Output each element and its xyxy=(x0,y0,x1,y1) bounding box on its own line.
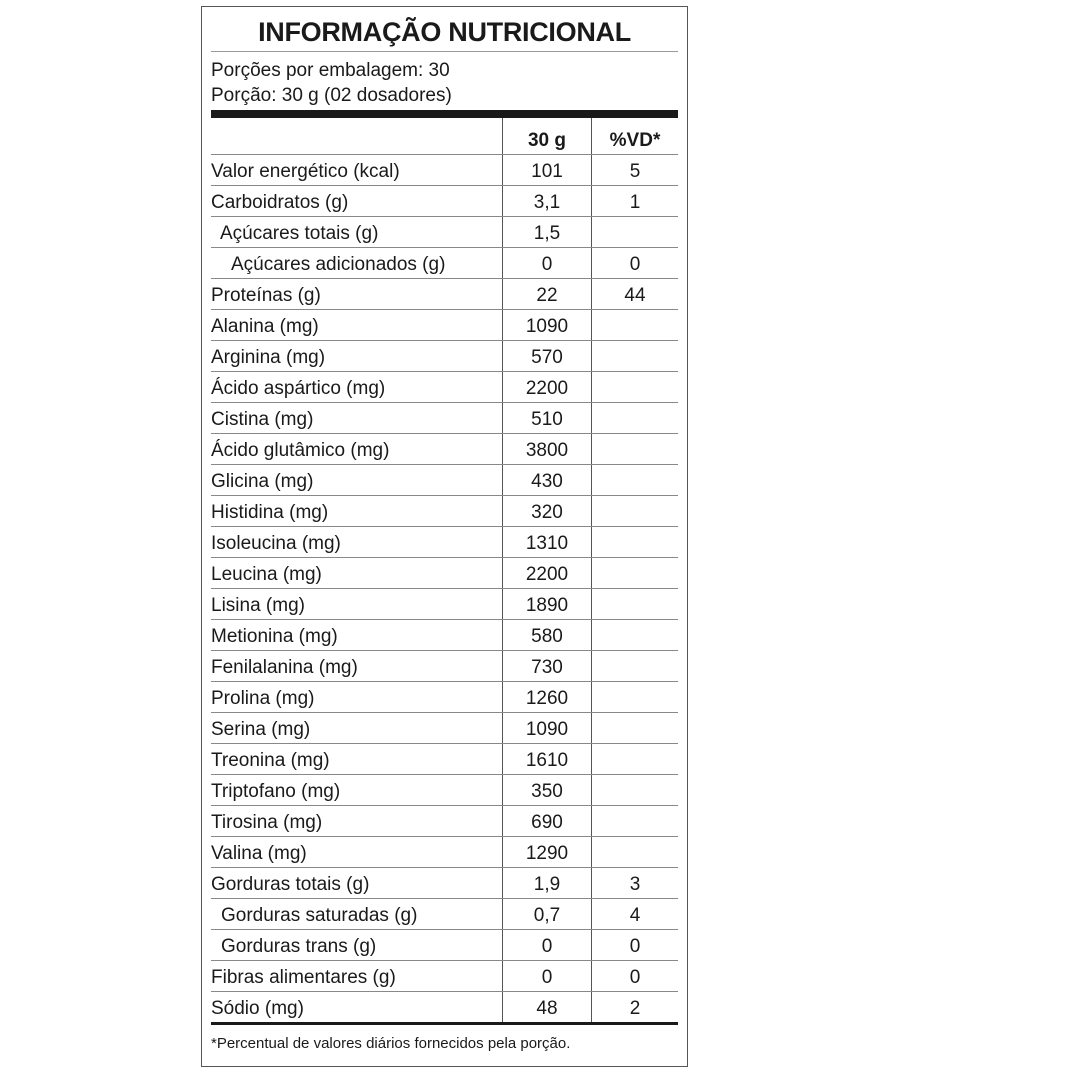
nutrient-amount: 1890 xyxy=(503,589,592,620)
nutrient-name: Lisina (mg) xyxy=(211,589,503,620)
nutrient-amount: 1090 xyxy=(503,713,592,744)
nutrient-name: Ácido glutâmico (mg) xyxy=(211,434,503,465)
nutrient-dv xyxy=(592,527,679,558)
footnote: *Percentual de valores diários fornecidos pela porção. xyxy=(211,1035,571,1052)
nutrient-amount: 2200 xyxy=(503,372,592,403)
nutrient-amount: 2200 xyxy=(503,558,592,589)
nutrient-dv xyxy=(592,403,679,434)
nutrient-amount: 48 xyxy=(503,992,592,1024)
nutrient-dv xyxy=(592,341,679,372)
table-row xyxy=(211,899,678,930)
table-row xyxy=(211,372,678,403)
nutrient-amount: 1,5 xyxy=(503,217,592,248)
table-row xyxy=(211,744,678,775)
nutrient-name: Valina (mg) xyxy=(211,837,503,868)
nutrient-dv xyxy=(592,496,679,527)
nutrient-amount: 320 xyxy=(503,496,592,527)
table-row xyxy=(211,837,678,868)
nutrient-dv xyxy=(592,620,679,651)
nutrient-name: Triptofano (mg) xyxy=(211,775,503,806)
table-row xyxy=(211,248,678,279)
serving-size: Porção: 30 g (02 dosadores) xyxy=(211,85,452,106)
nutrient-dv xyxy=(592,434,679,465)
nutrient-name: Fenilalanina (mg) xyxy=(211,651,503,682)
nutrition-table xyxy=(211,118,678,1025)
nutrient-dv: 44 xyxy=(592,279,679,310)
nutrient-name: Fibras alimentares (g) xyxy=(211,961,503,992)
label-title: INFORMAÇÃO NUTRICIONAL xyxy=(211,7,678,52)
nutrient-dv xyxy=(592,744,679,775)
nutrient-name: Gorduras totais (g) xyxy=(211,868,503,899)
nutrient-dv xyxy=(592,775,679,806)
table-row xyxy=(211,651,678,682)
table-row xyxy=(211,155,678,186)
nutrient-dv xyxy=(592,806,679,837)
table-row xyxy=(211,496,678,527)
nutrient-name: Alanina (mg) xyxy=(211,310,503,341)
table-row xyxy=(211,682,678,713)
table-row xyxy=(211,589,678,620)
nutrient-dv: 0 xyxy=(592,930,679,961)
nutrient-dv: 4 xyxy=(592,899,679,930)
nutrient-name: Valor energético (kcal) xyxy=(211,155,503,186)
table-row xyxy=(211,558,678,589)
nutrient-amount: 3800 xyxy=(503,434,592,465)
nutrient-amount: 0 xyxy=(503,961,592,992)
nutrient-amount: 730 xyxy=(503,651,592,682)
table-row xyxy=(211,310,678,341)
nutrient-amount: 690 xyxy=(503,806,592,837)
nutrient-amount: 0 xyxy=(503,248,592,279)
nutrient-dv xyxy=(592,217,679,248)
servings-per-package: Porções por embalagem: 30 xyxy=(211,60,450,81)
nutrient-dv xyxy=(592,589,679,620)
nutrient-amount: 350 xyxy=(503,775,592,806)
table-row xyxy=(211,217,678,248)
nutrient-dv xyxy=(592,558,679,589)
table-row xyxy=(211,403,678,434)
nutrient-amount: 1290 xyxy=(503,837,592,868)
nutrient-amount: 1310 xyxy=(503,527,592,558)
nutrient-dv: 2 xyxy=(592,992,679,1024)
nutrient-amount: 1610 xyxy=(503,744,592,775)
nutrient-dv: 5 xyxy=(592,155,679,186)
table-row xyxy=(211,713,678,744)
nutrient-amount: 510 xyxy=(503,403,592,434)
nutrient-dv xyxy=(592,682,679,713)
nutrition-facts-label xyxy=(201,6,688,1067)
nutrient-name: Arginina (mg) xyxy=(211,341,503,372)
nutrient-name: Cistina (mg) xyxy=(211,403,503,434)
nutrient-amount: 0,7 xyxy=(503,899,592,930)
nutrient-dv xyxy=(592,713,679,744)
nutrient-dv: 3 xyxy=(592,868,679,899)
table-row xyxy=(211,620,678,651)
nutrient-amount: 101 xyxy=(503,155,592,186)
nutrient-amount: 0 xyxy=(503,930,592,961)
nutrient-dv xyxy=(592,837,679,868)
table-row xyxy=(211,527,678,558)
table-row xyxy=(211,186,678,217)
nutrient-name: Metionina (mg) xyxy=(211,620,503,651)
nutrient-name: Serina (mg) xyxy=(211,713,503,744)
nutrient-name: Sódio (mg) xyxy=(211,992,503,1024)
nutrient-name: Leucina (mg) xyxy=(211,558,503,589)
nutrient-name: Açúcares adicionados (g) xyxy=(211,248,503,279)
thick-divider xyxy=(211,110,678,118)
nutrient-name: Carboidratos (g) xyxy=(211,186,503,217)
nutrient-name: Histidina (mg) xyxy=(211,496,503,527)
nutrient-dv: 0 xyxy=(592,248,679,279)
nutrient-dv xyxy=(592,651,679,682)
table-row xyxy=(211,806,678,837)
table-header-row xyxy=(211,118,678,155)
nutrient-name: Gorduras saturadas (g) xyxy=(211,899,503,930)
nutrient-amount: 1090 xyxy=(503,310,592,341)
nutrient-name: Isoleucina (mg) xyxy=(211,527,503,558)
header-dv: %VD* xyxy=(592,118,679,155)
nutrient-name: Proteínas (g) xyxy=(211,279,503,310)
nutrient-name: Ácido aspártico (mg) xyxy=(211,372,503,403)
nutrient-name: Prolina (mg) xyxy=(211,682,503,713)
nutrient-amount: 430 xyxy=(503,465,592,496)
nutrient-name: Glicina (mg) xyxy=(211,465,503,496)
table-row xyxy=(211,930,678,961)
table-row xyxy=(211,465,678,496)
nutrient-name: Treonina (mg) xyxy=(211,744,503,775)
table-row xyxy=(211,961,678,992)
table-row xyxy=(211,868,678,899)
table-row xyxy=(211,992,678,1024)
nutrient-amount: 22 xyxy=(503,279,592,310)
nutrient-amount: 570 xyxy=(503,341,592,372)
nutrient-name: Açúcares totais (g) xyxy=(211,217,503,248)
table-row xyxy=(211,341,678,372)
nutrient-dv: 1 xyxy=(592,186,679,217)
nutrient-amount: 580 xyxy=(503,620,592,651)
nutrient-dv xyxy=(592,465,679,496)
nutrient-dv xyxy=(592,372,679,403)
nutrient-name: Tirosina (mg) xyxy=(211,806,503,837)
header-amount: 30 g xyxy=(503,118,592,155)
nutrient-dv xyxy=(592,310,679,341)
header-nutrient xyxy=(211,118,503,155)
table-row xyxy=(211,775,678,806)
nutrient-amount: 3,1 xyxy=(503,186,592,217)
nutrient-dv: 0 xyxy=(592,961,679,992)
nutrient-amount: 1260 xyxy=(503,682,592,713)
nutrient-amount: 1,9 xyxy=(503,868,592,899)
table-row xyxy=(211,434,678,465)
table-row xyxy=(211,279,678,310)
nutrient-name: Gorduras trans (g) xyxy=(211,930,503,961)
